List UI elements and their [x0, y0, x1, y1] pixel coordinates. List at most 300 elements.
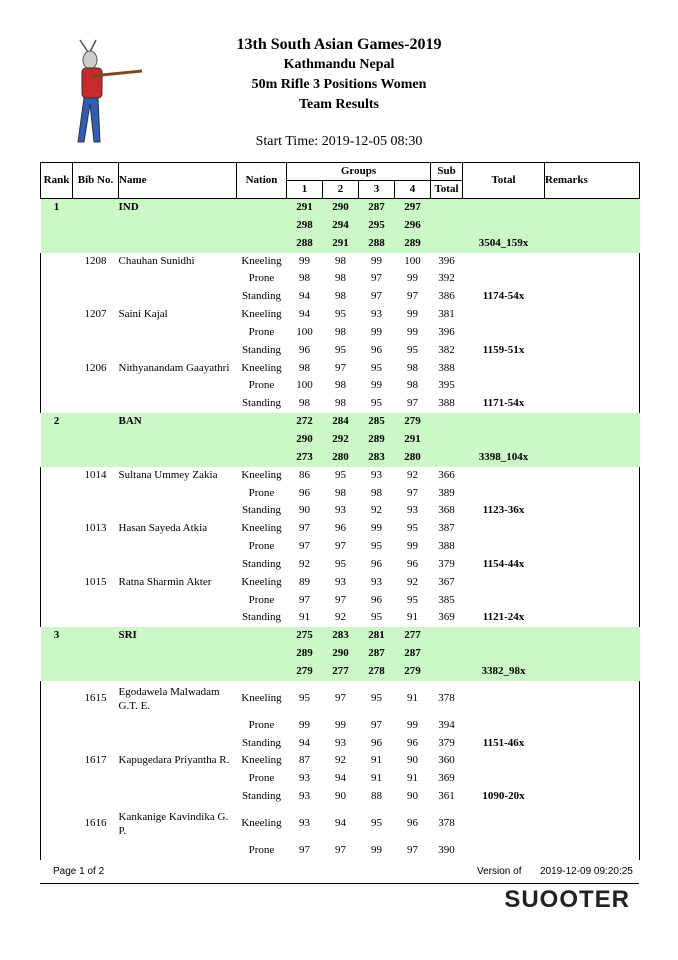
athlete-bib — [73, 485, 119, 503]
group-score: 98 — [371, 486, 382, 499]
empty-cell — [545, 556, 640, 574]
group-score: 92 — [371, 504, 382, 517]
athlete-bib — [73, 609, 119, 627]
empty-cell — [545, 395, 640, 413]
empty-cell — [41, 270, 73, 288]
team-total: 3504_159x — [463, 235, 545, 253]
team-rank — [41, 449, 73, 467]
position: Kneeling — [241, 254, 282, 267]
team-group-score: 292 — [323, 431, 359, 449]
athlete-row — [41, 270, 640, 288]
athlete-name — [119, 735, 237, 753]
group-score: 94 — [299, 736, 310, 749]
athlete-row — [41, 592, 640, 610]
athlete-row — [41, 752, 640, 770]
empty-cell — [545, 806, 640, 842]
athlete-name — [119, 842, 237, 860]
athlete-total — [463, 770, 545, 788]
col-group-3: 3 — [359, 181, 395, 199]
group-score: 99 — [371, 844, 382, 856]
empty-cell — [41, 360, 73, 378]
team-group-score: 289 — [395, 235, 431, 253]
athlete-name — [119, 770, 237, 788]
athlete-bib: 1616 — [84, 817, 107, 830]
team-group-score: 279 — [395, 413, 431, 431]
version-label: Version of — [477, 866, 522, 877]
empty-cell — [73, 663, 119, 681]
empty-cell — [237, 431, 287, 449]
empty-cell — [545, 538, 640, 556]
team-code — [119, 663, 237, 681]
version-date: 2019-12-09 09:20:25 — [540, 866, 633, 877]
group-score: 96 — [407, 557, 418, 570]
team-code — [119, 431, 237, 449]
group-score: 100 — [296, 379, 313, 392]
athlete-row — [41, 306, 640, 324]
team-rank — [41, 645, 73, 663]
athlete-row — [41, 574, 640, 592]
athlete-name: Ratna Sharmin Akter — [118, 575, 212, 588]
athlete-total — [463, 752, 545, 770]
team-code — [119, 235, 237, 253]
athlete-total — [463, 324, 545, 342]
team-group-score: 291 — [287, 199, 323, 217]
group-score: 93 — [335, 736, 346, 749]
col-groups: Groups — [287, 163, 431, 181]
sub-total: 388 — [438, 540, 455, 553]
group-score: 93 — [371, 308, 382, 321]
empty-cell — [545, 842, 640, 860]
athlete-total — [463, 681, 545, 717]
team-group-score: 273 — [287, 449, 323, 467]
team-rank: 2 — [41, 413, 73, 431]
team-row — [41, 413, 640, 431]
athlete-name — [119, 377, 237, 395]
team-row — [41, 645, 640, 663]
empty-cell — [237, 645, 287, 663]
group-score: 96 — [371, 736, 382, 749]
empty-cell — [545, 574, 640, 592]
group-score: 95 — [335, 343, 346, 356]
results-type: Team Results — [299, 97, 379, 112]
empty-cell — [41, 253, 73, 271]
footer-divider — [40, 883, 639, 884]
empty-cell — [41, 556, 73, 574]
team-group-score: 298 — [287, 217, 323, 235]
athlete-name: Kapugedara Priyantha R. — [118, 754, 230, 767]
athlete-total — [463, 592, 545, 610]
group-score: 100 — [296, 325, 313, 338]
group-score: 97 — [335, 844, 346, 856]
athlete-bib — [73, 788, 119, 806]
athlete-total: 1123-36x — [482, 504, 525, 517]
athlete-bib — [73, 592, 119, 610]
empty-cell — [545, 592, 640, 610]
team-rank: 1 — [41, 199, 73, 217]
col-total: Total — [463, 163, 545, 199]
athlete-name: Saini Kajal — [118, 308, 168, 321]
athlete-bib: 1013 — [84, 522, 107, 535]
empty-cell — [545, 199, 640, 217]
team-group-score: 289 — [287, 645, 323, 663]
team-row — [41, 431, 640, 449]
group-score: 91 — [407, 611, 418, 624]
sub-total: 381 — [438, 308, 455, 321]
position: Standing — [241, 397, 282, 410]
team-total — [463, 413, 545, 431]
team-group-score: 291 — [395, 431, 431, 449]
sub-total: 368 — [438, 504, 455, 517]
empty-cell — [545, 253, 640, 271]
athlete-name: Sultana Ummey Zakia — [118, 468, 218, 481]
group-score: 97 — [407, 844, 418, 856]
empty-cell — [41, 806, 73, 842]
group-score: 88 — [371, 790, 382, 803]
sub-total: 387 — [438, 522, 455, 535]
athlete-row — [41, 806, 640, 842]
athlete-bib: 1206 — [84, 361, 107, 374]
team-group-score: 287 — [359, 199, 395, 217]
athlete-row — [41, 253, 640, 271]
position: Prone — [248, 486, 275, 499]
team-total — [463, 627, 545, 645]
empty-cell — [237, 413, 287, 431]
group-score: 98 — [335, 290, 346, 303]
position: Standing — [241, 504, 282, 517]
team-group-score: 295 — [359, 217, 395, 235]
team-group-score: 281 — [359, 627, 395, 645]
sub-total: 366 — [438, 468, 455, 481]
athlete-name — [119, 324, 237, 342]
athlete-bib — [73, 735, 119, 753]
athlete-row — [41, 681, 640, 717]
empty-cell — [237, 449, 287, 467]
athlete-total — [463, 520, 545, 538]
group-score: 95 — [407, 343, 418, 356]
athlete-name: Kankanige Kavindika G. P. — [118, 811, 229, 837]
team-code — [119, 645, 237, 663]
athlete-total — [463, 806, 545, 842]
group-score: 93 — [299, 817, 310, 830]
empty-cell — [41, 485, 73, 503]
sub-total: 390 — [438, 844, 455, 856]
empty-cell — [545, 217, 640, 235]
empty-cell — [41, 288, 73, 306]
empty-cell — [41, 538, 73, 556]
group-score: 95 — [371, 397, 382, 410]
sub-total: 389 — [438, 486, 455, 499]
position: Prone — [248, 772, 275, 785]
athlete-bib — [73, 556, 119, 574]
group-score: 96 — [335, 522, 346, 535]
position: Standing — [241, 736, 282, 749]
col-remarks: Remarks — [545, 163, 640, 199]
empty-cell — [545, 270, 640, 288]
group-score: 89 — [299, 575, 310, 588]
event-location: Kathmandu Nepal — [283, 57, 395, 72]
group-score: 98 — [335, 325, 346, 338]
group-score: 99 — [407, 272, 418, 285]
athlete-row — [41, 502, 640, 520]
group-score: 97 — [371, 290, 382, 303]
empty-cell — [545, 413, 640, 431]
team-code — [119, 449, 237, 467]
empty-cell — [431, 431, 463, 449]
sub-total: 392 — [438, 272, 455, 285]
group-score: 95 — [407, 522, 418, 535]
empty-cell — [545, 717, 640, 735]
group-score: 95 — [371, 611, 382, 624]
sub-total: 396 — [438, 325, 455, 338]
athlete-row — [41, 467, 640, 485]
team-group-score: 275 — [287, 627, 323, 645]
athlete-total — [463, 306, 545, 324]
col-nation: Nation — [237, 163, 287, 199]
empty-cell — [545, 324, 640, 342]
group-score: 97 — [299, 522, 310, 535]
results-table — [40, 162, 640, 860]
athlete-bib — [73, 502, 119, 520]
col-bib: Bib No. — [73, 163, 119, 199]
group-score: 92 — [407, 468, 418, 481]
athlete-row — [41, 538, 640, 556]
empty-cell — [545, 663, 640, 681]
empty-cell — [545, 681, 640, 717]
group-score: 95 — [371, 817, 382, 830]
empty-cell — [73, 449, 119, 467]
team-row — [41, 663, 640, 681]
group-score: 99 — [407, 308, 418, 321]
empty-cell — [545, 735, 640, 753]
empty-cell — [545, 485, 640, 503]
team-group-score: 272 — [287, 413, 323, 431]
group-score: 96 — [371, 557, 382, 570]
group-score: 97 — [371, 272, 382, 285]
group-score: 94 — [335, 817, 346, 830]
group-score: 92 — [299, 557, 310, 570]
empty-cell — [41, 788, 73, 806]
team-code — [119, 217, 237, 235]
athlete-total: 1154-44x — [482, 557, 525, 570]
empty-cell — [545, 752, 640, 770]
group-score: 95 — [335, 468, 346, 481]
empty-cell — [41, 681, 73, 717]
athlete-row — [41, 520, 640, 538]
empty-cell — [545, 520, 640, 538]
group-score: 99 — [407, 325, 418, 338]
group-score: 97 — [299, 844, 310, 856]
athlete-bib — [73, 270, 119, 288]
athlete-total — [463, 467, 545, 485]
athlete-bib — [73, 288, 119, 306]
position: Prone — [248, 325, 275, 338]
athlete-row — [41, 717, 640, 735]
sub-total: 369 — [438, 611, 455, 624]
col-group-2: 2 — [323, 181, 359, 199]
empty-cell — [73, 235, 119, 253]
athlete-bib: 1208 — [84, 254, 107, 267]
athlete-row — [41, 324, 640, 342]
athlete-total — [463, 717, 545, 735]
team-group-score: 280 — [395, 449, 431, 467]
athlete-bib — [73, 377, 119, 395]
team-row — [41, 199, 640, 217]
sub-total: 361 — [438, 790, 455, 803]
athlete-name: Nithyanandam Gaayathri — [118, 361, 230, 374]
col-sub-total: Total — [431, 181, 463, 199]
athlete-bib: 1207 — [84, 308, 107, 321]
empty-cell — [73, 199, 119, 217]
group-score: 97 — [371, 718, 382, 731]
empty-cell — [545, 788, 640, 806]
empty-cell — [41, 324, 73, 342]
group-score: 86 — [299, 468, 310, 481]
page-number: Page 1 of 2 — [53, 866, 105, 877]
sub-total: 382 — [438, 343, 455, 356]
group-score: 100 — [404, 254, 421, 267]
group-score: 91 — [371, 754, 382, 767]
group-score: 99 — [371, 325, 382, 338]
group-score: 97 — [335, 593, 346, 606]
col-sub: Sub — [431, 163, 463, 181]
group-score: 93 — [371, 575, 382, 588]
team-group-score: 280 — [323, 449, 359, 467]
brand-logo: SUOOTER — [504, 886, 630, 913]
position: Standing — [241, 557, 282, 570]
athlete-name — [119, 592, 237, 610]
position: Kneeling — [241, 468, 282, 481]
athlete-row — [41, 735, 640, 753]
position: Prone — [248, 844, 275, 856]
group-score: 99 — [407, 540, 418, 553]
athlete-total — [463, 377, 545, 395]
team-group-score: 297 — [395, 199, 431, 217]
team-group-score: 290 — [287, 431, 323, 449]
group-score: 95 — [371, 361, 382, 374]
col-group-1: 1 — [287, 181, 323, 199]
team-row — [41, 449, 640, 467]
position: Prone — [248, 272, 275, 285]
empty-cell — [41, 377, 73, 395]
empty-cell — [73, 431, 119, 449]
group-score: 98 — [299, 397, 310, 410]
group-score: 93 — [299, 790, 310, 803]
empty-cell — [41, 842, 73, 860]
empty-cell — [73, 413, 119, 431]
athlete-name: Hasan Sayeda Atkia — [118, 522, 208, 535]
group-score: 97 — [299, 593, 310, 606]
team-row — [41, 627, 640, 645]
team-group-score: 288 — [359, 235, 395, 253]
group-score: 95 — [371, 540, 382, 553]
empty-cell — [237, 199, 287, 217]
empty-cell — [545, 235, 640, 253]
group-score: 97 — [407, 397, 418, 410]
position: Standing — [241, 290, 282, 303]
group-score: 98 — [335, 397, 346, 410]
team-group-score: 284 — [323, 413, 359, 431]
athlete-total: 1174-54x — [482, 290, 525, 303]
team-row — [41, 217, 640, 235]
empty-cell — [41, 520, 73, 538]
athlete-row — [41, 360, 640, 378]
group-score: 93 — [335, 575, 346, 588]
athlete-bib — [73, 538, 119, 556]
athlete-bib: 1615 — [84, 691, 107, 704]
empty-cell — [41, 306, 73, 324]
team-code: BAN — [119, 413, 237, 431]
athlete-bib: 1015 — [84, 575, 107, 588]
empty-cell — [431, 413, 463, 431]
group-score: 98 — [407, 379, 418, 392]
position: Kneeling — [241, 361, 282, 374]
team-total: 3382_98x — [463, 663, 545, 681]
empty-cell — [237, 627, 287, 645]
start-time: Start Time: 2019-12-05 08:30 — [255, 134, 423, 149]
sub-total: 385 — [438, 593, 455, 606]
group-score: 99 — [335, 718, 346, 731]
group-score: 90 — [407, 790, 418, 803]
team-group-score: 290 — [323, 645, 359, 663]
group-score: 96 — [407, 817, 418, 830]
position: Standing — [241, 790, 282, 803]
empty-cell — [73, 645, 119, 663]
athlete-bib: 1617 — [84, 754, 107, 767]
group-score: 93 — [299, 772, 310, 785]
group-score: 98 — [299, 272, 310, 285]
col-name: Name — [119, 163, 237, 199]
position: Standing — [241, 611, 282, 624]
group-score: 98 — [299, 361, 310, 374]
group-score: 99 — [299, 718, 310, 731]
athlete-name: Egodawela Malwadam G.T. E. — [118, 685, 220, 712]
group-score: 97 — [335, 691, 346, 704]
team-rank — [41, 431, 73, 449]
empty-cell — [545, 431, 640, 449]
team-group-score: 288 — [287, 235, 323, 253]
empty-cell — [41, 592, 73, 610]
athlete-name — [119, 485, 237, 503]
athlete-bib — [73, 342, 119, 360]
athlete-total: 1151-46x — [482, 736, 525, 749]
empty-cell — [545, 449, 640, 467]
athlete-row — [41, 395, 640, 413]
group-score: 92 — [335, 611, 346, 624]
athlete-bib: 1014 — [84, 468, 107, 481]
group-score: 97 — [335, 361, 346, 374]
event-name: 50m Rifle 3 Positions Women — [251, 77, 427, 92]
group-score: 91 — [371, 772, 382, 785]
athlete-row — [41, 842, 640, 860]
sub-total: 394 — [438, 718, 455, 731]
group-score: 95 — [371, 691, 382, 704]
position: Kneeling — [241, 754, 282, 767]
group-score: 96 — [371, 593, 382, 606]
group-score: 91 — [407, 691, 418, 704]
team-group-score: 290 — [323, 199, 359, 217]
group-score: 94 — [299, 308, 310, 321]
team-rank — [41, 663, 73, 681]
group-score: 92 — [335, 754, 346, 767]
group-score: 94 — [299, 290, 310, 303]
athlete-name — [119, 288, 237, 306]
sub-total: 395 — [438, 379, 455, 392]
group-score: 93 — [407, 504, 418, 517]
team-group-score: 283 — [323, 627, 359, 645]
sub-total: 369 — [438, 772, 455, 785]
athlete-total — [463, 574, 545, 592]
sub-total: 379 — [438, 736, 455, 749]
